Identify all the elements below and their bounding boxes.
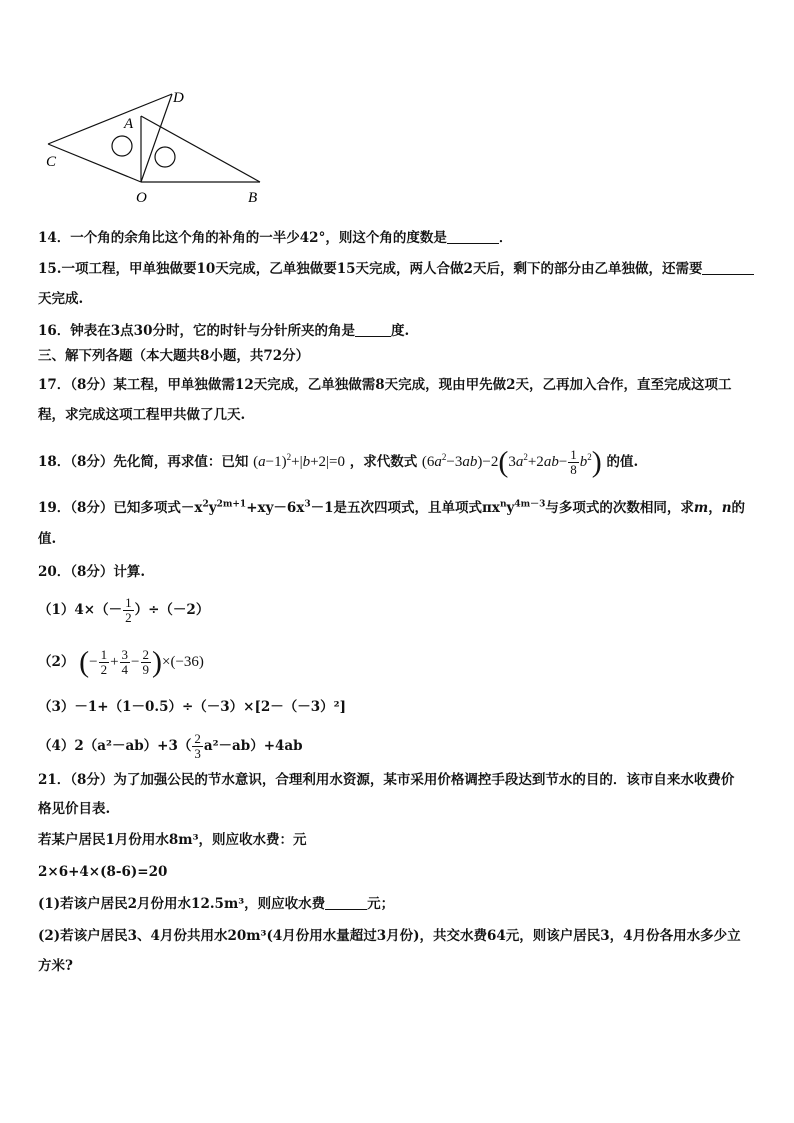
answer-blank	[702, 260, 754, 275]
answer-blank	[355, 322, 391, 337]
point-label-c: C	[46, 154, 57, 170]
algebraic-expression: $(6a^2-3ab)-2(3a^2+2ab-$ $\frac{1}{8}$ $b^2$)	[421, 445, 602, 479]
condition-expression: $(a-1)^2+|b+2|=0$	[253, 451, 345, 470]
question-18: 18．（8分）先化简，再求值：已知 $(a-1)^2+|b+2|=0$ ，求代数式 $(6a^2-3ab)-2(3a^2+2ab-$ $\frac{1}{8}$ $b^2$) 的值.	[38, 445, 639, 479]
question-21-line-2: 格见价目表.	[38, 801, 111, 817]
point-label-b: B	[248, 190, 258, 206]
question-21-line-4: 2×6+4×(8-6)=20	[38, 864, 168, 880]
point-label-a: A	[124, 116, 134, 132]
question-15-line-2: 天完成.	[38, 291, 84, 307]
question-20-part-4: （4）2（a²－ab）+3（ $\frac{2}{3}$ a²－ab）+4ab	[38, 731, 303, 761]
answer-blank	[447, 229, 499, 244]
question-21-line-7: 方米?	[38, 958, 73, 974]
question-20-title: 20．（8分）计算.	[38, 564, 146, 580]
question-17-line-2: 程，求完成这项工程甲共做了几天.	[38, 407, 246, 423]
question-16: 16．钟表在3点30分时，它的时针与分针所夹的角是 度.	[38, 323, 410, 339]
question-17-line-1: 17．（8分）某工程，甲单独做需12天完成，乙单独做需8天完成，现由甲先做2天，乙再加入合作，直至完成这项工	[38, 377, 732, 393]
part-2-expression: (− $\frac{1}{2}$ + $\frac{3}{4}$ − $\frac{2}{9}$ )×(−36)	[79, 645, 204, 679]
question-19-line-1: 19．（8分）已知多项式$-x^2y^{2m+1}+xy-6x^3-1$是五次四项式，且单项式$\pi x^ny^{4m-3}$与多项式的次数相同，求m，n的	[38, 499, 746, 516]
segment-co	[48, 144, 141, 182]
question-20-part-2: （2） (− $\frac{1}{2}$ + $\frac{3}{4}$ − $\frac{2}{9}$ )×(−36)	[38, 645, 204, 679]
angle-mark-circle-2	[155, 147, 175, 167]
question-20-part-1: （1）4×（－ $\frac{1}{2}$ ）÷（－2）	[38, 595, 210, 625]
segment-od	[141, 94, 172, 182]
answer-blank	[325, 895, 367, 910]
question-14: 14．一个角的余角比这个角的补角的一半少42°，则这个角的度数是 ．	[38, 230, 513, 246]
geometry-figure	[38, 84, 278, 210]
section-heading: 三、解下列各题（本大题共8小题，共72分）	[38, 348, 310, 364]
angle-mark-circle-1	[112, 136, 132, 156]
segment-cd	[48, 94, 172, 144]
question-15-line-1: 15.一项工程，甲单独做要10天完成，乙单独做要15天完成，两人合做2天后，剩下的部分由乙单独做，还需要	[38, 259, 756, 279]
point-label-d: D	[173, 90, 184, 106]
point-label-o: O	[136, 190, 147, 206]
question-21-line-3: 若某户居民1月份用水8m³，则应收水费：元	[38, 832, 307, 848]
question-19-line-2: 值.	[38, 531, 57, 547]
question-21-line-1: 21．（8分）为了加强公民的节水意识，合理利用水资源，某市采用价格调控手段达到节水的目的．该市自来水收费价	[38, 772, 735, 788]
question-20-part-3: （3）－1+（1－0.5）÷（－3）×[2－（－3）²]	[38, 699, 346, 715]
question-21-line-5: (1)若该户居民2月份用水12.5m³，则应收水费 元；	[38, 896, 395, 912]
question-21-line-6: (2)若该户居民3、4月份共用水20m³(4月份用水量超过3月份)，共交水费64元，则该户居民3，4月份各用水多少立	[38, 928, 741, 944]
